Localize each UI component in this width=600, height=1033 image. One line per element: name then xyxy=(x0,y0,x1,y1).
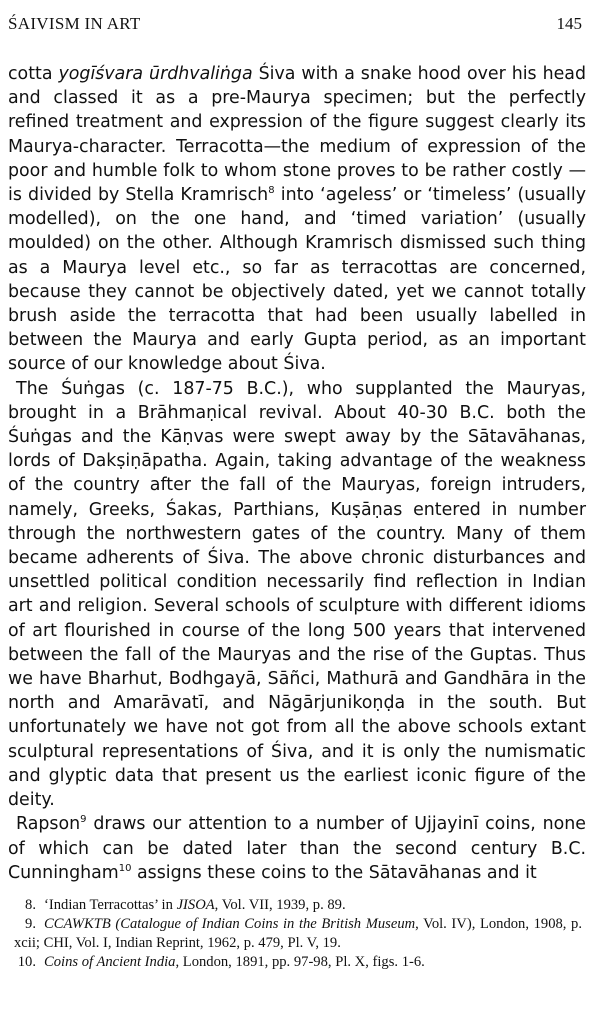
text-run: into ‘ageless’ or ‘timeless’ (usually modelled), on the one hand, and ‘timed variation’ (usually moulded) on the other. Although Kramrisch dismissed such thing as a Maurya level etc., so far as terracottas are concerned, because they cannot be objectively dated, yet we cannot totally brush aside the terracotta that had been usually labelled in between the Maurya and early Gupta period, as an important source of our knowledge about Śiva. xyxy=(8,185,586,375)
footnote-title: CCAWKTB (Catalogue of Indian Coins in the British Museum xyxy=(44,916,416,932)
footnote-number: 9. xyxy=(25,916,36,932)
paragraph-2 xyxy=(8,377,586,813)
text-run: cotta xyxy=(8,64,59,84)
footnote-number: 8. xyxy=(25,897,36,913)
footnote-text: ‘Indian Terracottas’ in xyxy=(44,897,177,913)
text-run: Śiva with a snake hood over his head and classed it as a pre-Maurya specimen; but the perfectly refined treatment and expression of the figure suggest clearly its Maurya-character. Terracotta—the medium of expression of the poor and humble folk to whom stone proves to be rather costly —is divided by Stella Kramrisch xyxy=(8,64,586,206)
paragraph-3 xyxy=(8,812,586,885)
text-run: The Śuṅgas (c. 187-75 B.C.), who supplanted the Mauryas, brought in a Brāhmaṇical revival. About 40-30 B.C. both the Śuṅgas and the Kāṇvas were swept away by the Sātavāhanas, lords of Dakṣiṇāpatha. Again, taking advantage of the weakness of the country after the fall of the Mauryas, foreign intruders, namely, Greeks, Śakas, Parthians, Kuṣāṇas entered in number through the northwestern gates of the country. Many of them became adherents of Śiva. The above chronic disturbances and unsettled political condition necessarily find reflection in Indian art and religion. Several schools of sculpture with different idioms of art flourished in course of the long 500 years that intervened between the fall of the Mauryas and the rise of the Guptas. Thus we have Bharhut, Bodhgayā, Sāñci, Mathurā and Gandhāra in the north and Amarāvatī, and Nāgārjunikoṇḍa in the south. But unfortunately we have not got from all the above schools extant sculptural representations of Śiva, and it is only the numismatic and glyptic data that present us the earliest iconic figure of the deity. xyxy=(8,378,586,811)
footnotes xyxy=(14,896,582,972)
footnote-8 xyxy=(14,896,582,915)
text-run: assigns these coins to the Sātavāhanas and it xyxy=(131,862,537,883)
text-run: draws our attention to a number of Ujjayinī coins, none of which can be dated later than the second century B.C. Cunningham xyxy=(8,814,586,883)
italic-term: yogīśvara ūrdhvaliṅga xyxy=(58,64,253,84)
footnote-text: , Vol. IV), London, 1908, p. xcii; CHI, Vol. I, Indian Reprint, 1962, p. 479, Pl. V, 19. xyxy=(14,916,582,951)
running-title: ŚAIVISM IN ART xyxy=(8,14,141,33)
footnote-ref-8[interactable]: 8 xyxy=(268,185,275,197)
footnote-number: 10. xyxy=(17,954,36,970)
footnote-ref-10[interactable]: 10 xyxy=(118,862,132,874)
footnote-10 xyxy=(14,953,582,972)
footnote-text: , Vol. VII, 1939, p. 89. xyxy=(214,897,346,913)
footnote-text: , London, 1891, pp. 97-98, Pl. X, figs. 1-6. xyxy=(175,954,425,970)
footnote-title: Coins of Ancient India xyxy=(44,954,176,970)
page-header xyxy=(8,10,586,50)
page-number: 145 xyxy=(556,14,582,33)
footnote-title: JISOA xyxy=(176,897,215,913)
text-run: Rapson xyxy=(16,814,81,835)
paragraph-1 xyxy=(8,62,586,377)
body-text xyxy=(8,62,586,885)
footnote-ref-9[interactable]: 9 xyxy=(80,814,87,826)
footnote-9 xyxy=(14,915,582,953)
